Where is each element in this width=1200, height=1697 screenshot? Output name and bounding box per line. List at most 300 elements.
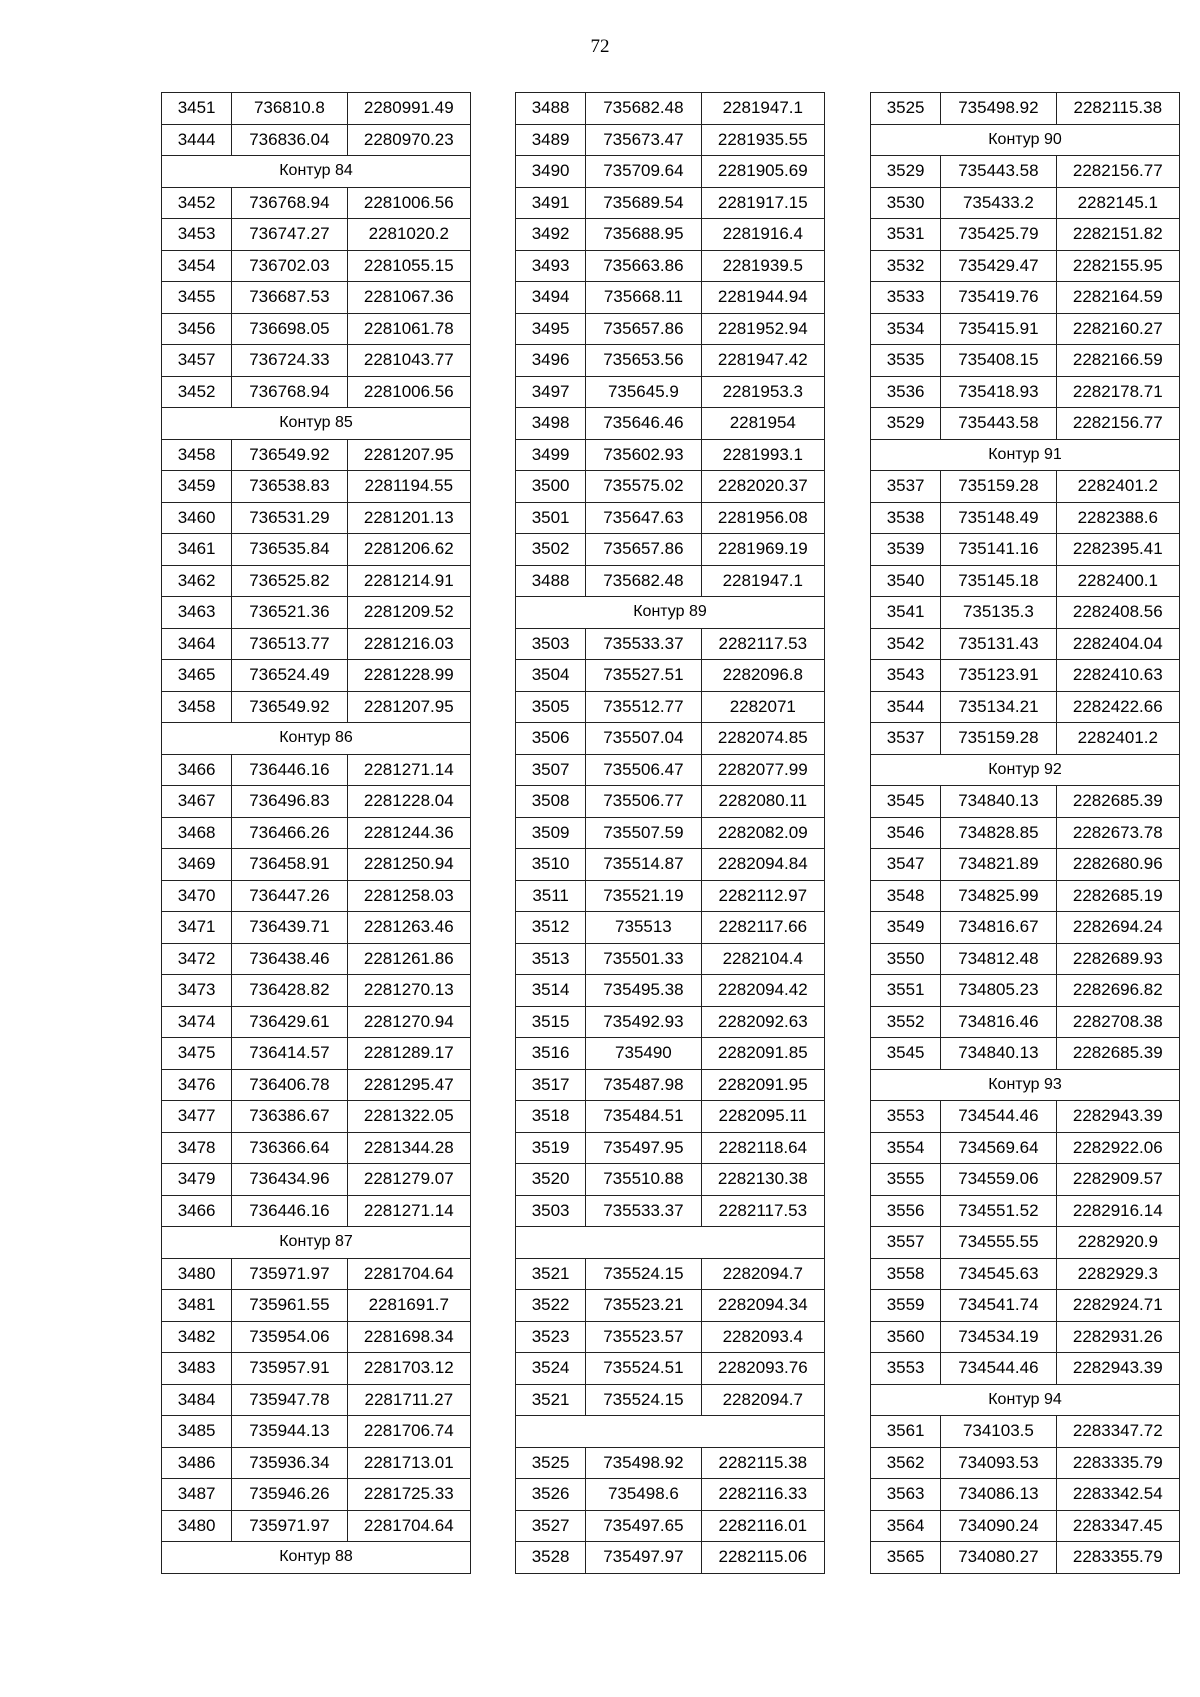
point-number: 3458 [162,439,232,471]
x-coordinate: 734103.5 [941,1416,1056,1448]
x-coordinate: 734545.63 [941,1258,1056,1290]
x-coordinate: 735159.28 [941,723,1056,755]
y-coordinate: 2282401.2 [1056,471,1179,503]
table-row [162,880,471,912]
contour-header-row [871,1384,1180,1416]
y-coordinate: 2282091.85 [701,1038,824,1070]
table-row [516,345,825,377]
point-number: 3504 [516,660,586,692]
y-coordinate: 2282922.06 [1056,1132,1179,1164]
table-row [162,534,471,566]
y-coordinate: 2282400.1 [1056,565,1179,597]
y-coordinate: 2280970.23 [347,124,470,156]
x-coordinate: 735971.97 [232,1258,347,1290]
table-row [162,93,471,125]
point-number: 3546 [871,817,941,849]
point-number: 3469 [162,849,232,881]
y-coordinate: 2282074.85 [701,723,824,755]
table-row [871,93,1180,125]
point-number: 3561 [871,1416,941,1448]
table-row [516,1479,825,1511]
y-coordinate: 2281244.36 [347,817,470,849]
table-row [516,943,825,975]
point-number: 3466 [162,754,232,786]
point-number: 3534 [871,313,941,345]
x-coordinate: 735145.18 [941,565,1056,597]
table-row [516,93,825,125]
point-number: 3514 [516,975,586,1007]
point-number: 3479 [162,1164,232,1196]
x-coordinate: 735123.91 [941,660,1056,692]
table-row [162,1006,471,1038]
x-coordinate: 735946.26 [232,1479,347,1511]
table-row [871,376,1180,408]
x-coordinate: 735492.93 [586,1006,701,1038]
point-number: 3476 [162,1069,232,1101]
y-coordinate: 2282931.26 [1056,1321,1179,1353]
y-coordinate: 2282093.4 [701,1321,824,1353]
table-row [162,691,471,723]
x-coordinate: 735527.51 [586,660,701,692]
contour-title: Контур 88 [162,1542,471,1574]
point-number: 3497 [516,376,586,408]
point-number: 3515 [516,1006,586,1038]
table-row [871,1479,1180,1511]
point-number: 3507 [516,754,586,786]
table-row [871,408,1180,440]
table-row [162,660,471,692]
y-coordinate: 2281344.28 [347,1132,470,1164]
table-row [162,1164,471,1196]
x-coordinate: 736446.16 [232,754,347,786]
table-row [162,282,471,314]
x-coordinate: 736549.92 [232,439,347,471]
table-row [162,219,471,251]
point-number: 3550 [871,943,941,975]
x-coordinate: 736702.03 [232,250,347,282]
table-row [516,1290,825,1322]
y-coordinate: 2282104.4 [701,943,824,975]
y-coordinate: 2282117.66 [701,912,824,944]
x-coordinate: 735533.37 [586,1195,701,1227]
x-coordinate: 735498.6 [586,1479,701,1511]
point-number: 3499 [516,439,586,471]
table-row [871,1416,1180,1448]
y-coordinate: 2282071 [701,691,824,723]
point-number: 3503 [516,628,586,660]
point-number: 3505 [516,691,586,723]
table-row [516,1353,825,1385]
point-number: 3491 [516,187,586,219]
contour-title [516,1227,825,1259]
y-coordinate: 2281713.01 [347,1447,470,1479]
x-coordinate: 735501.33 [586,943,701,975]
point-number: 3466 [162,1195,232,1227]
point-number: 3455 [162,282,232,314]
y-coordinate: 2282094.34 [701,1290,824,1322]
table-row [871,565,1180,597]
y-coordinate: 2281061.78 [347,313,470,345]
table-row [516,660,825,692]
point-number: 3545 [871,1038,941,1070]
y-coordinate: 2282130.38 [701,1164,824,1196]
x-coordinate: 736747.27 [232,219,347,251]
table-row [516,1195,825,1227]
point-number: 3502 [516,534,586,566]
table-row [871,786,1180,818]
x-coordinate: 736810.8 [232,93,347,125]
table-row [871,691,1180,723]
table-row [162,1384,471,1416]
x-coordinate: 735507.04 [586,723,701,755]
table-row [516,471,825,503]
table-row [871,723,1180,755]
point-number: 3528 [516,1542,586,1574]
x-coordinate: 735521.19 [586,880,701,912]
y-coordinate: 2281969.19 [701,534,824,566]
x-coordinate: 735709.64 [586,156,701,188]
table-row [162,345,471,377]
x-coordinate: 736521.36 [232,597,347,629]
point-number: 3453 [162,219,232,251]
x-coordinate: 736414.57 [232,1038,347,1070]
point-number: 3473 [162,975,232,1007]
x-coordinate: 735944.13 [232,1416,347,1448]
x-coordinate: 735682.48 [586,93,701,125]
table-row [162,502,471,534]
point-number: 3517 [516,1069,586,1101]
point-number: 3470 [162,880,232,912]
y-coordinate: 2281691.7 [347,1290,470,1322]
table-row [871,534,1180,566]
point-number: 3464 [162,628,232,660]
x-coordinate: 734544.46 [941,1101,1056,1133]
page-number: 72 [590,36,610,57]
point-number: 3484 [162,1384,232,1416]
y-coordinate: 2282091.95 [701,1069,824,1101]
contour-title: Контур 86 [162,723,471,755]
table-row [871,187,1180,219]
contour-header-row [516,1416,825,1448]
table-row [871,502,1180,534]
table-row [871,849,1180,881]
point-number: 3530 [871,187,941,219]
table-row [871,1132,1180,1164]
point-number: 3544 [871,691,941,723]
point-number: 3485 [162,1416,232,1448]
x-coordinate: 735443.58 [941,156,1056,188]
x-coordinate: 735415.91 [941,313,1056,345]
point-number: 3465 [162,660,232,692]
point-number: 3525 [871,93,941,125]
table-row [871,628,1180,660]
table-row [516,912,825,944]
y-coordinate: 2282708.38 [1056,1006,1179,1038]
table-row [162,1447,471,1479]
table-row [162,376,471,408]
y-coordinate: 2282673.78 [1056,817,1179,849]
point-number: 3468 [162,817,232,849]
contour-title: Контур 85 [162,408,471,440]
table-row [516,439,825,471]
table-row [871,880,1180,912]
x-coordinate: 735957.91 [232,1353,347,1385]
contour-title: Контур 84 [162,156,471,188]
point-number: 3558 [871,1258,941,1290]
x-coordinate: 734093.53 [941,1447,1056,1479]
point-number: 3458 [162,691,232,723]
y-coordinate: 2281703.12 [347,1353,470,1385]
x-coordinate: 736496.83 [232,786,347,818]
table-row [516,124,825,156]
x-coordinate: 736525.82 [232,565,347,597]
table-row [871,817,1180,849]
y-coordinate: 2282115.06 [701,1542,824,1574]
point-number: 3508 [516,786,586,818]
contour-header-row [871,1069,1180,1101]
x-coordinate: 735484.51 [586,1101,701,1133]
point-number: 3501 [516,502,586,534]
point-number: 3506 [516,723,586,755]
y-coordinate: 2281020.2 [347,219,470,251]
point-number: 3478 [162,1132,232,1164]
y-coordinate: 2281209.52 [347,597,470,629]
table-row [871,1006,1180,1038]
y-coordinate: 2281322.05 [347,1101,470,1133]
contour-header-row [162,723,471,755]
x-coordinate: 734559.06 [941,1164,1056,1196]
x-coordinate: 735514.87 [586,849,701,881]
y-coordinate: 2281194.55 [347,471,470,503]
table-row [871,345,1180,377]
y-coordinate: 2282096.8 [701,660,824,692]
point-number: 3554 [871,1132,941,1164]
point-number: 3462 [162,565,232,597]
table-row [871,1227,1180,1259]
x-coordinate: 736531.29 [232,502,347,534]
point-number: 3489 [516,124,586,156]
y-coordinate: 2282685.19 [1056,880,1179,912]
table-row [871,1321,1180,1353]
x-coordinate: 736698.05 [232,313,347,345]
table-row [162,1321,471,1353]
x-coordinate: 735510.88 [586,1164,701,1196]
table-row [162,1069,471,1101]
x-coordinate: 736446.16 [232,1195,347,1227]
y-coordinate: 2282156.77 [1056,156,1179,188]
table-row [871,250,1180,282]
y-coordinate: 2282094.42 [701,975,824,1007]
table-row [162,1479,471,1511]
y-coordinate: 2282410.63 [1056,660,1179,692]
point-number: 3492 [516,219,586,251]
y-coordinate: 2282696.82 [1056,975,1179,1007]
y-coordinate: 2281698.34 [347,1321,470,1353]
table-row [516,408,825,440]
table-row [871,219,1180,251]
x-coordinate: 734816.46 [941,1006,1056,1038]
table-row [871,1510,1180,1542]
table-row [871,1447,1180,1479]
x-coordinate: 735507.59 [586,817,701,849]
contour-title: Контур 94 [871,1384,1180,1416]
point-number: 3488 [516,565,586,597]
point-number: 3457 [162,345,232,377]
y-coordinate: 2281207.95 [347,691,470,723]
table-row [516,219,825,251]
table-row [516,376,825,408]
table-row [871,660,1180,692]
y-coordinate: 2281905.69 [701,156,824,188]
table-row [871,1542,1180,1574]
contour-title: Контур 87 [162,1227,471,1259]
table-row [516,628,825,660]
y-coordinate: 2282943.39 [1056,1353,1179,1385]
point-number: 3512 [516,912,586,944]
point-number: 3542 [871,628,941,660]
x-coordinate: 734569.64 [941,1132,1056,1164]
table-row [516,1132,825,1164]
y-coordinate: 2282156.77 [1056,408,1179,440]
y-coordinate: 2282160.27 [1056,313,1179,345]
point-number: 3520 [516,1164,586,1196]
x-coordinate: 736458.91 [232,849,347,881]
x-coordinate: 735408.15 [941,345,1056,377]
point-number: 3474 [162,1006,232,1038]
point-number: 3526 [516,1479,586,1511]
table-row [516,817,825,849]
x-coordinate: 734825.99 [941,880,1056,912]
x-coordinate: 736406.78 [232,1069,347,1101]
table-row [162,1353,471,1385]
point-number: 3460 [162,502,232,534]
point-number: 3490 [516,156,586,188]
y-coordinate: 2280991.49 [347,93,470,125]
y-coordinate: 2281947.1 [701,93,824,125]
table-row [162,439,471,471]
x-coordinate: 734816.67 [941,912,1056,944]
y-coordinate: 2282685.39 [1056,786,1179,818]
table-row [516,723,825,755]
x-coordinate: 736366.64 [232,1132,347,1164]
x-coordinate: 736386.67 [232,1101,347,1133]
point-number: 3456 [162,313,232,345]
table-row [162,597,471,629]
x-coordinate: 735429.47 [941,250,1056,282]
point-number: 3487 [162,1479,232,1511]
point-number: 3548 [871,880,941,912]
x-coordinate: 735961.55 [232,1290,347,1322]
y-coordinate: 2282680.96 [1056,849,1179,881]
x-coordinate: 736549.92 [232,691,347,723]
y-coordinate: 2281956.08 [701,502,824,534]
point-number: 3536 [871,376,941,408]
point-number: 3451 [162,93,232,125]
x-coordinate: 735646.46 [586,408,701,440]
table-row [516,250,825,282]
y-coordinate: 2282924.71 [1056,1290,1179,1322]
point-number: 3532 [871,250,941,282]
y-coordinate: 2282401.2 [1056,723,1179,755]
table-row [162,124,471,156]
x-coordinate: 734086.13 [941,1479,1056,1511]
point-number: 3521 [516,1258,586,1290]
point-number: 3538 [871,502,941,534]
table-row [162,628,471,660]
x-coordinate: 735159.28 [941,471,1056,503]
x-coordinate: 735653.56 [586,345,701,377]
x-coordinate: 735148.49 [941,502,1056,534]
x-coordinate: 735524.51 [586,1353,701,1385]
y-coordinate: 2281704.64 [347,1510,470,1542]
y-coordinate: 2281270.13 [347,975,470,1007]
point-number: 3527 [516,1510,586,1542]
contour-title [516,1416,825,1448]
y-coordinate: 2281214.91 [347,565,470,597]
x-coordinate: 736439.71 [232,912,347,944]
y-coordinate: 2282118.64 [701,1132,824,1164]
y-coordinate: 2282929.3 [1056,1258,1179,1290]
point-number: 3521 [516,1384,586,1416]
table-row [871,943,1180,975]
x-coordinate: 736524.49 [232,660,347,692]
table-row [871,1195,1180,1227]
x-coordinate: 735134.21 [941,691,1056,723]
y-coordinate: 2282155.95 [1056,250,1179,282]
x-coordinate: 735498.92 [941,93,1056,125]
x-coordinate: 735657.86 [586,313,701,345]
x-coordinate: 735682.48 [586,565,701,597]
point-number: 3509 [516,817,586,849]
y-coordinate: 2281006.56 [347,376,470,408]
x-coordinate: 735688.95 [586,219,701,251]
table-row [516,1101,825,1133]
point-number: 3516 [516,1038,586,1070]
x-coordinate: 734555.55 [941,1227,1056,1259]
point-number: 3563 [871,1479,941,1511]
contour-title: Контур 89 [516,597,825,629]
point-number: 3498 [516,408,586,440]
y-coordinate: 2282145.1 [1056,187,1179,219]
x-coordinate: 734534.19 [941,1321,1056,1353]
point-number: 3537 [871,471,941,503]
y-coordinate: 2281704.64 [347,1258,470,1290]
y-coordinate: 2281250.94 [347,849,470,881]
y-coordinate: 2282094.84 [701,849,824,881]
y-coordinate: 2282408.56 [1056,597,1179,629]
x-coordinate: 736434.96 [232,1164,347,1196]
y-coordinate: 2282388.6 [1056,502,1179,534]
y-coordinate: 2282685.39 [1056,1038,1179,1070]
point-number: 3547 [871,849,941,881]
y-coordinate: 2281954 [701,408,824,440]
y-coordinate: 2281916.4 [701,219,824,251]
x-coordinate: 734080.27 [941,1542,1056,1574]
table-row [162,1258,471,1290]
y-coordinate: 2282943.39 [1056,1101,1179,1133]
x-coordinate: 735602.93 [586,439,701,471]
x-coordinate: 734541.74 [941,1290,1056,1322]
table-row [871,156,1180,188]
point-number: 3459 [162,471,232,503]
y-coordinate: 2281944.94 [701,282,824,314]
table-row [516,1006,825,1038]
y-coordinate: 2282178.71 [1056,376,1179,408]
contour-title: Контур 90 [871,124,1180,156]
table-row [162,1290,471,1322]
point-number: 3510 [516,849,586,881]
x-coordinate: 735141.16 [941,534,1056,566]
